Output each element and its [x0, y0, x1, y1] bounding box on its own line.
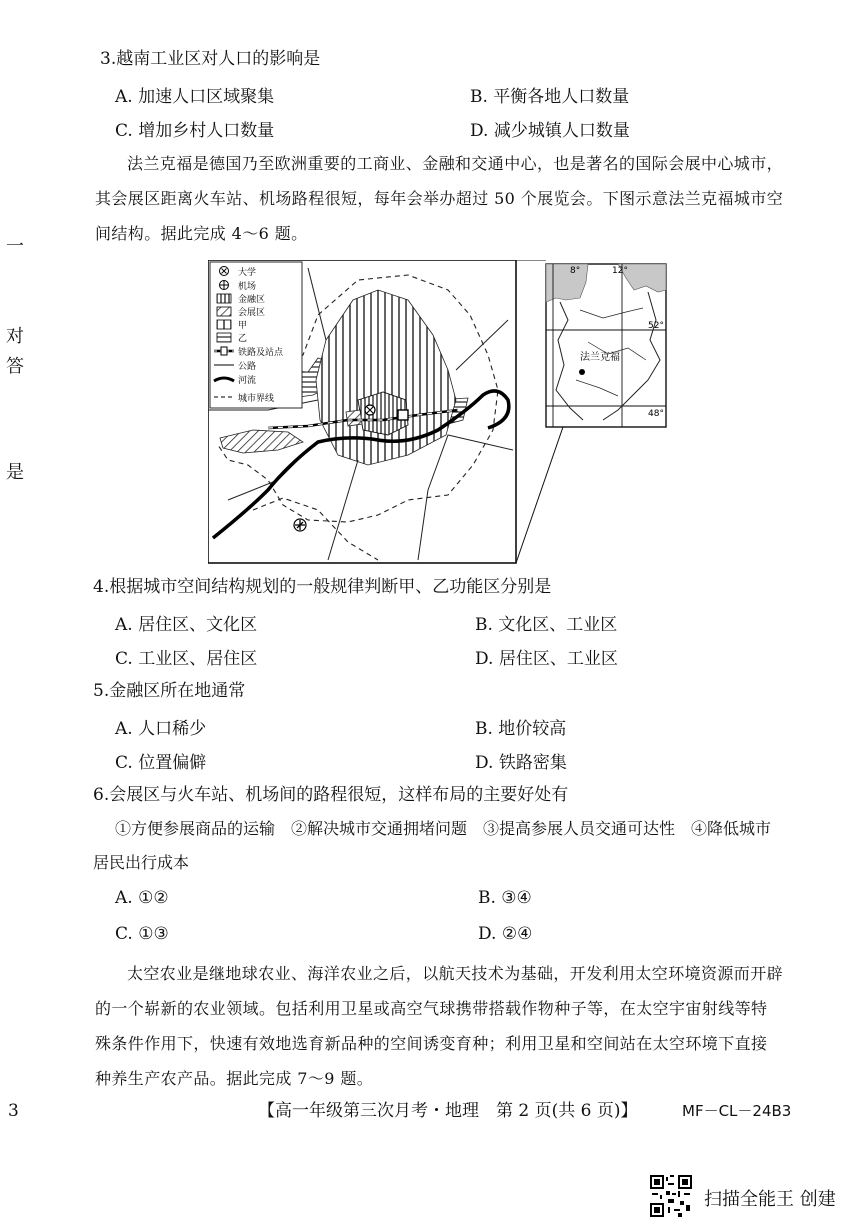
margin-dash: 一 — [6, 236, 24, 257]
q6-items-line2: 居民出行成本 — [93, 853, 190, 872]
q6-option-a[interactable]: A. ①② — [115, 888, 169, 908]
inset-label-lat52: 52° — [648, 321, 664, 331]
inset-label-lat48: 48° — [648, 409, 664, 419]
inset-label-lon8: 8° — [570, 266, 581, 276]
q3-option-d[interactable]: D. 减少城镇人口数量 — [470, 121, 630, 141]
legend-label-university: 大学 — [238, 268, 257, 278]
legend-label-yi: 乙 — [238, 334, 248, 344]
q6-stem: 6.会展区与火车站、机场间的路程很短，这样布局的主要好处有 — [93, 785, 569, 805]
airport-icon — [294, 519, 306, 531]
q4-option-b[interactable]: B. 文化区、工业区 — [475, 615, 618, 635]
q5-option-c[interactable]: C. 位置偏僻 — [115, 753, 207, 773]
legend-finance — [217, 293, 265, 305]
q4-option-d[interactable]: D. 居住区、工业区 — [475, 649, 618, 669]
qr-code-icon — [650, 1175, 692, 1217]
footer-code: MF－CL－24B3 — [682, 1102, 792, 1120]
q6-option-c[interactable]: C. ①③ — [115, 924, 169, 944]
inset-label-frankfurt: 法兰克福 — [580, 352, 620, 363]
legend-label-boundary: 城市界线 — [238, 394, 275, 404]
inset-label-lon12: 12° — [612, 266, 628, 276]
scanner-label: 扫描全能王 创建 — [704, 1189, 836, 1210]
q3-stem: 3.越南工业区对人口的影响是 — [100, 49, 321, 69]
legend-label-river: 河流 — [238, 376, 257, 386]
passage2-line4: 种养生产农产品。据此完成 7～9 题。 — [95, 1069, 374, 1088]
q6-option-b[interactable]: B. ③④ — [478, 888, 532, 908]
margin-char-dui: 对 — [6, 326, 24, 347]
passage1-line2: 其会展区距离火车站、机场路程很短，每年会举办超过 50 个展览会。下图示意法兰克福城市空 — [95, 189, 784, 208]
q3-option-a[interactable]: A. 加速人口区域聚集 — [115, 87, 275, 107]
legend-label-exhibition: 会展区 — [238, 308, 266, 318]
legend-label-jia: 甲 — [238, 321, 248, 331]
railway-station — [398, 410, 408, 420]
q5-option-b[interactable]: B. 地价较高 — [475, 719, 567, 739]
q5-option-d[interactable]: D. 铁路密集 — [475, 753, 567, 773]
inset-frankfurt-dot — [579, 369, 585, 375]
q6-items-line1: ①方便参展商品的运输 ②解决城市交通拥堵问题 ③提高参展人员交通可达性 ④降低城市 — [115, 819, 772, 838]
q4-stem: 4.根据城市空间结构规划的一般规律判断甲、乙功能区分别是 — [93, 577, 552, 597]
footer-center: 【高一年级第三次月考・地理 第 2 页(共 6 页)】 — [258, 1101, 638, 1121]
q5-option-a[interactable]: A. 人口稀少 — [115, 719, 207, 739]
passage2-line2: 的一个崭新的农业领域。包括利用卫星或高空气球携带搭载作物种子等，在太空宇宙射线等特 — [95, 999, 768, 1018]
passage1-line3: 间结构。据此完成 4～6 题。 — [95, 224, 308, 243]
passage2-line1: 太空农业是继地球农业、海洋农业之后，以航天技术为基础，开发利用太空环境资源而开辟 — [127, 964, 784, 983]
footer-page-fragment: 3 — [8, 1101, 19, 1121]
legend-exhibition — [217, 306, 265, 318]
zone-exhibition-central — [346, 410, 362, 426]
q3-option-b[interactable]: B. 平衡各地人口数量 — [470, 87, 630, 107]
inset-map — [546, 264, 666, 427]
q5-stem: 5.金融区所在地通常 — [93, 681, 246, 701]
map-legend — [210, 262, 302, 408]
q6-option-d[interactable]: D. ②④ — [478, 924, 533, 944]
legend-label-road: 公路 — [238, 362, 257, 372]
margin-char-shi: 是 — [6, 462, 24, 483]
passage-frankfurt — [95, 146, 805, 251]
q4-option-a[interactable]: A. 居住区、文化区 — [115, 615, 258, 635]
legend-label-airport: 机场 — [238, 282, 257, 292]
passage1-line1: 法兰克福是德国乃至欧洲重要的工商业、金融和交通中心，也是著名的国际会展中心城市， — [127, 154, 784, 173]
passage2-line3: 殊条件作用下，快速有效地选育新品种的空间诱变育种；利用卫星和空间站在太空环境下直接 — [95, 1034, 768, 1053]
page-footer — [0, 1097, 867, 1125]
passage-space-agriculture — [95, 956, 805, 1096]
margin-char-da: 答 — [6, 356, 24, 377]
university-icon — [365, 405, 375, 415]
legend-label-finance: 金融区 — [238, 295, 266, 305]
q3-option-c[interactable]: C. 增加乡村人口数量 — [115, 121, 275, 141]
frankfurt-map-figure — [208, 260, 668, 565]
q4-option-c[interactable]: C. 工业区、居住区 — [115, 649, 258, 669]
legend-label-railway: 铁路及站点 — [238, 348, 284, 358]
